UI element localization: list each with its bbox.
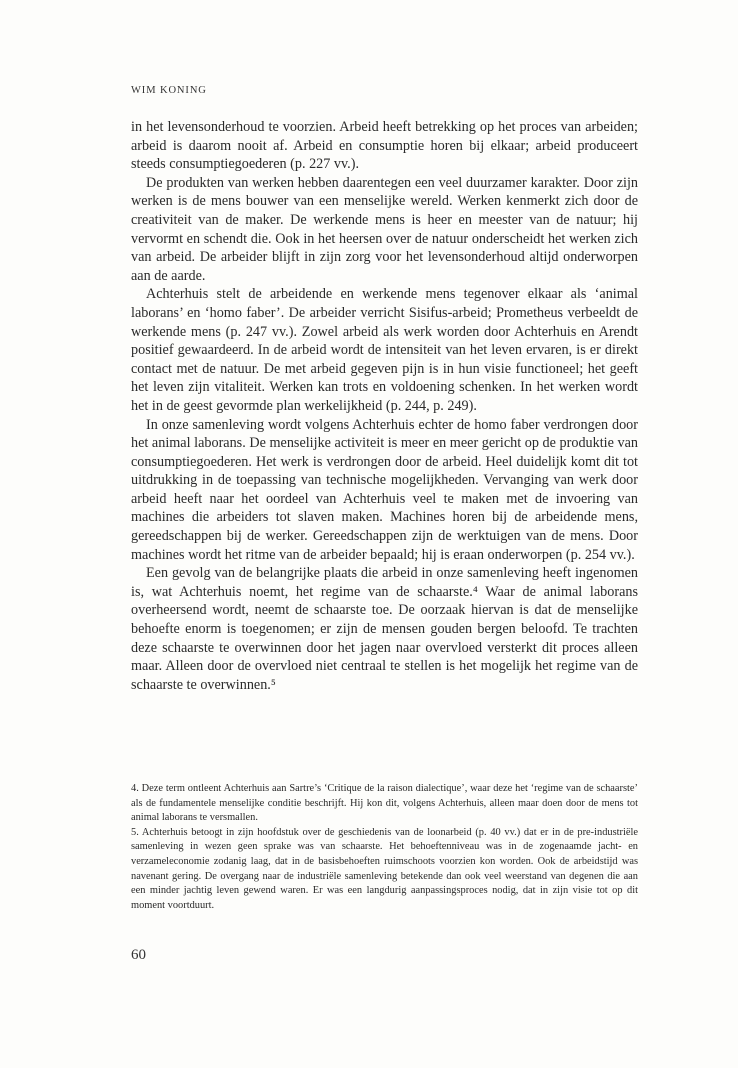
page-number: 60 — [131, 947, 146, 963]
paragraph-3: Achterhuis stelt de arbeidende en werkende mens tegenover elkaar als ‘animal laborans’ en ‘homo faber’. De arbeider verricht Sisifus-arbeid; Prometheus verbeeldt de werkende mens (p. 247 vv.). Zowel arbeid als werk worden door Achterhuis en Arendt positief gewaardeerd. In de arbeid wordt de intensiteit van het leven ervaren, is er direkt contact met de natuur. De met arbeid gegeven pijn is in hun visie functioneel; het geeft het leven zijn vitaliteit. Werken kan trots en voldoening schenken. In het werken wordt het in de geest gevormde plan werkelijkheid (p. 244, p. 249). — [131, 286, 638, 414]
footnote-5: 5. Achterhuis betoogt in zijn hoofdstuk over de geschiedenis van de loonarbeid (p. 40 vv.) dat er in de pre-industriële samenleving in wezen geen sprake was van schaarste. Het behoeftenniveau was in de zogenaamde jacht- en verzameleconomie zodanig laag, dat in de basisbehoeften ruimschoots voorzien kon worden. Ook de arbeidstijd was navenant gering. De overgang naar de industriële samenleving betekende dan ook veel weerstand van degenen die aan een minder jachtig leven gewend waren. Er was een langdurig aanpassingsproces nodig, dat in zijn visie tot op dit moment voortduurt. — [131, 826, 638, 911]
main-text — [131, 118, 638, 694]
paragraph-4: In onze samenleving wordt volgens Achterhuis echter de homo faber verdrongen door het animal laborans. De menselijke activiteit is meer en meer gericht op de produktie van consumptiegoederen. Het werk is verdrongen door de arbeid. Heel duidelijk komt dit tot uitdrukking in de toepassing van technische mogelijkheden. Vervanging van werk door arbeid heeft naar het oordeel van Achterhuis veel te maken met de invoering van machines die arbeiders tot slaven maken. Machines horen bij de arbeidende mens, gereedschappen bij de werker. Gereedschappen zijn de werktuigen van de mens. Door machines wordt het ritme van de arbeider bepaald; hij is eraan onderworpen (p. 254 vv.). — [131, 416, 638, 563]
paragraph-5: Een gevolg van de belangrijke plaats die arbeid in onze samenleving heeft ingenomen is, wat Achterhuis noemt, het regime van de schaarste.⁴ Waar de animal laborans overheersend wordt, neemt de schaarste toe. De oorzaak hiervan is dat de menselijke behoefte enorm is toegenomen; er zijn de mensen gouden bergen beloofd. Te trachten deze schaarste te overwinnen door het jagen naar overvloed versterkt dit proces alleen maar. Alleen door de overvloed niet centraal te stellen is het mogelijk het regime van de schaarste te overwinnen.⁵ — [131, 565, 638, 693]
paragraph-1: in het levensonderhoud te voorzien. Arbeid heeft betrekking op het proces van arbeiden; arbeid is daarom nooit af. Arbeid en consumptie horen bij elkaar; arbeid produceert steeds consumptiegoederen (p. 227 vv.). — [131, 119, 638, 173]
running-header: WIM KONING — [131, 85, 207, 96]
paragraph-2: De produkten van werken hebben daarentegen een veel duurzamer karakter. Door zijn werken is de mens bouwer van een menselijke wereld. Werken kenmerkt zich door de creativiteit van de maker. De werkende mens is heer en meester van de natuur; hij vervormt en schendt die. Ook in het heersen over de natuur onderscheidt het werken zich van arbeid. De arbeider blijft in zijn zorg voor het levensonderhoud altijd onderworpen aan de aarde. — [131, 174, 638, 284]
footnote-4: 4. Deze term ontleent Achterhuis aan Sartre’s ‘Critique de la raison dialectique’, waar deze het ‘regime van de schaarste’ als de fundamentele menselijke conditie beschrijft. Hij kon dit, volgens Achterhuis, alleen maar doen door de mens tot animal laborans te versmallen. — [131, 783, 638, 824]
footnotes — [131, 782, 638, 913]
